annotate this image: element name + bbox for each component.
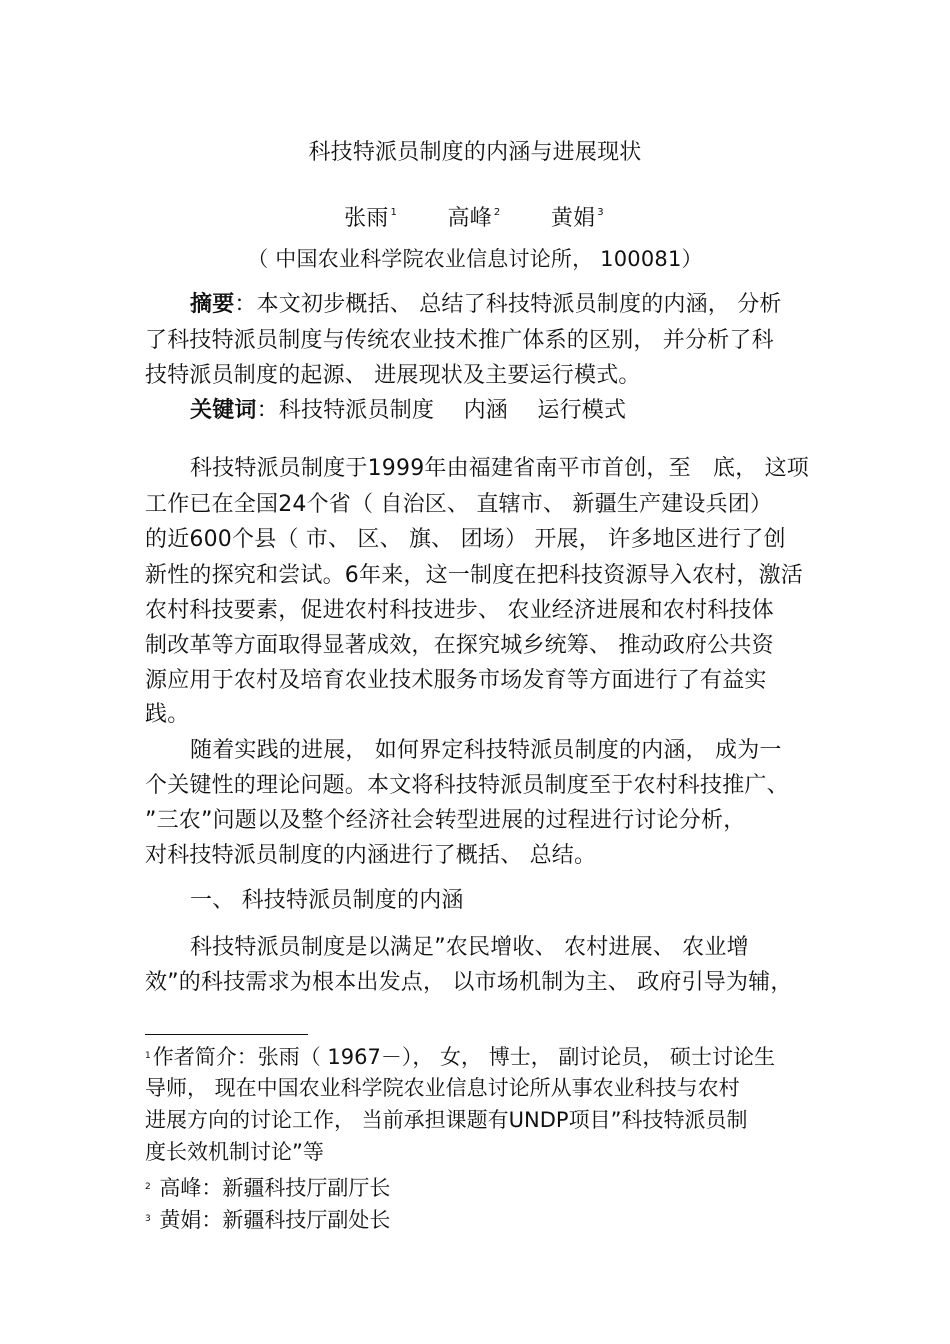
footnote-1-line: $^1$作者简介：张雨（ 1967－）， 女， 博士， 副讨论员， 硕士讨论生 (145, 1045, 776, 1069)
abstract-line: 技特派员制度的起源、 进展现状及主要运行模式。 (145, 363, 641, 388)
body-line: 效”的科技需求为根本出发点， 以市场机制为主、 政府引导为辅， (145, 970, 793, 995)
footnote-2: $^2$ 高峰：新疆科技厅副厅长 (145, 1176, 391, 1200)
body-line: 制改革等方面取得显著成效，在探究城乡统筹、 推动政府公共资 (145, 633, 774, 658)
body-line: 随着实践的进展， 如何界定科技特派员制度的内涵， 成为一 (190, 738, 782, 763)
author-name: 黄娟 (550, 206, 596, 231)
body-line: 科技特派员制度于1999年由福建省南平市首创，至 底， 这项 (190, 456, 809, 481)
author-list (0, 199, 950, 233)
body-line: ”三农”问题以及整个经济社会转型进展的过程进行讨论分析， (145, 808, 746, 833)
body-line: 科技特派员制度是以满足”农民增收、 农村进展、 农业增 (190, 935, 749, 960)
footnote-separator (145, 1034, 308, 1035)
body-line: 对科技特派员制度的内涵进行了概括、 总结。 (145, 843, 597, 868)
body-line: 源应用于农村及培育农业技术服务市场发育等方面进行了有益实 (145, 668, 767, 693)
body-line: 新性的探究和尝试。6年来，这一制度在把科技资源导入农村，激活 (145, 563, 803, 588)
abstract-line: 了科技特派员制度与传统农业技术推广体系的区别， 并分析了科 (145, 328, 774, 353)
keywords-line: 关键词：科技特派员制度 内涵 运行模式 (190, 398, 627, 423)
paper-title: 科技特派员制度的内涵与进展现状 (308, 140, 642, 165)
affiliation: （ 中国农业科学院农业信息讨论所， 100081） (247, 247, 703, 271)
author-name: 张雨 (344, 206, 389, 231)
body-line: 农村科技要素，促进农村科技进步、 农业经济进展和农村科技体 (145, 598, 774, 623)
author-mark: 3 (597, 207, 604, 218)
footnote-3: $^3$ 黄娟：新疆科技厅副处长 (145, 1208, 391, 1232)
footnote-mark: 3 (145, 1214, 151, 1224)
abstract-line: 摘要：本文初步概括、 总结了科技特派员制度的内涵， 分析 (190, 292, 782, 317)
author-mark: 2 (493, 207, 501, 218)
body-line: 工作已在全国24个省（ 自治区、 直辖市、 新疆生产建设兵团） (145, 492, 773, 517)
abstract-label: 摘要 (190, 292, 235, 317)
footnote-mark: 2 (145, 1182, 151, 1192)
author-mark: 1 (390, 207, 398, 218)
footnote-1-line: 度长效机制讨论”等 (145, 1140, 324, 1164)
author-name: 高峰 (447, 206, 492, 231)
body-line: 的近600个县（ 市、 区、 旗、 团场） 开展， 许多地区进行了创 (145, 527, 786, 552)
keywords-label: 关键词 (190, 398, 257, 423)
body-line: 践。 (145, 702, 190, 727)
footnote-mark: 1 (145, 1051, 151, 1061)
footnote-1-line: 进展方向的讨论工作， 当前承担课题有UNDP项目”科技特派员制 (145, 1108, 748, 1132)
footnote-1-line: 导师， 现在中国农业科学院农业信息讨论所从事农业科技与农村 (145, 1076, 740, 1100)
section-heading: 一、 科技特派员制度的内涵 (190, 888, 464, 913)
body-line: 个关键性的理论问题。本文将科技特派员制度至于农村科技推广、 (145, 773, 789, 798)
